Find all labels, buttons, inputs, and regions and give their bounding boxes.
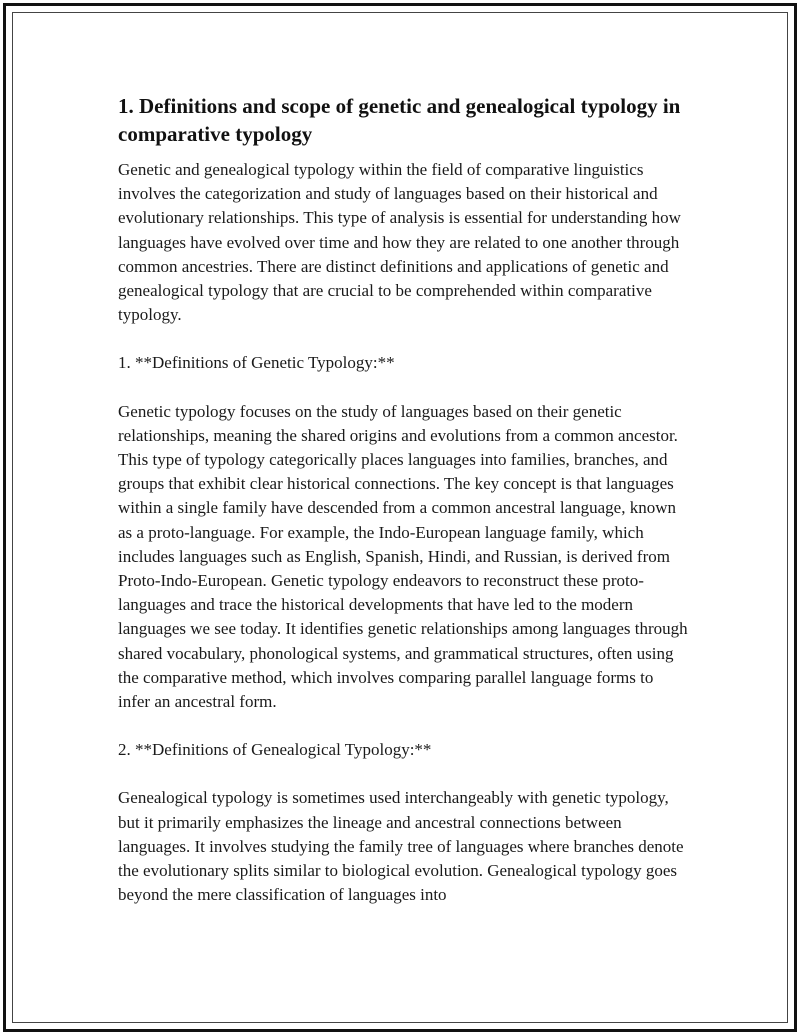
genealogical-typology-paragraph: Genealogical typology is sometimes used interchangeably with genetic typology, but it primarily emphasizes the lineage and ancestral connections between languages. It involves studying the family tree of languages where branches denote the evolutionary splits similar to biological evolution. Genealogical typology goes beyond the mere classification of languages into — [118, 788, 684, 905]
document-body — [118, 92, 688, 907]
genetic-typology-paragraph: Genetic typology focuses on the study of languages based on their genetic relationships, meaning the shared origins and evolutions from a common ancestor. This type of typology categorically places languages into families, branches, and groups that exhibit clear historical connections. The key concept is that languages within a single family have descended from a common ancestral language, known as a proto-language. For example, the Indo-European language family, which includes languages such as English, Spanish, Hindi, and Russian, is derived from Proto-Indo-European. Genetic typology endeavors to reconstruct these proto-languages and trace the historical developments that have led to the modern languages we see today. It identifies genetic relationships among languages through shared vocabulary, phonological systems, and grammatical structures, often using the comparative method, which involves comparing parallel language forms to infer an ancestral form. — [118, 401, 688, 712]
genetic-typology-subheading: 1. **Definitions of Genetic Typology:** — [118, 353, 395, 373]
paragraph-spacer — [118, 714, 688, 738]
paragraph-spacer — [118, 327, 688, 351]
genealogical-typology-subheading: 2. **Definitions of Genealogical Typology:** — [118, 740, 432, 760]
section-heading: 1. Definitions and scope of genetic and genealogical typology in comparative typology — [118, 94, 681, 146]
intro-paragraph: Genetic and genealogical typology within the field of comparative linguistics involves the categorization and study of languages based on their historical and evolutionary relationships. This type of analysis is essential for understanding how languages have evolved over time and how they are related to one another through common ancestries. There are distinct definitions and applications of genetic and genealogical typology that are crucial to be comprehended within comparative typology. — [118, 160, 681, 325]
paragraph-spacer — [118, 762, 688, 786]
paragraph-spacer — [118, 376, 688, 400]
